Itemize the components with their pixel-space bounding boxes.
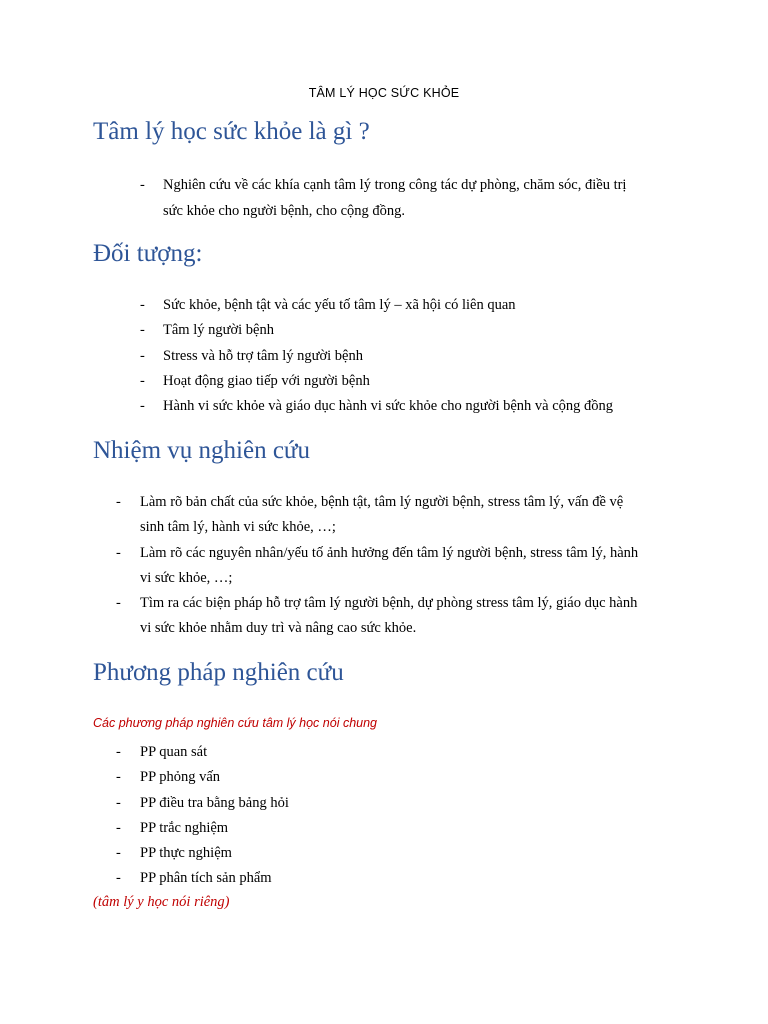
list-item-continuation (140, 616, 638, 641)
list-item-text: Làm rõ bản chất của sức khỏe, bệnh tật, tâm lý người bệnh, stress tâm lý, vấn đề vệ (140, 494, 624, 510)
bullet-dash: - (116, 494, 121, 510)
list-item (140, 394, 614, 419)
list-item (116, 541, 639, 566)
list-item-text: Hành vi sức khỏe và giáo dục hành vi sức khỏe cho người bệnh và cộng đồng (163, 398, 614, 415)
heading-tasks: Nhiệm vụ nghiên cứu (93, 437, 310, 464)
list-item-text: vi sức khỏe, …; (140, 569, 233, 586)
list-item (116, 740, 289, 765)
list-item-text: PP thực nghiệm (140, 845, 232, 862)
list-item-text: PP phân tích sản phẩm (140, 870, 272, 887)
methods-note: (tâm lý y học nói riêng) (93, 894, 230, 910)
heading-methods: Phương pháp nghiên cứu (93, 659, 344, 686)
bullet-dash: - (140, 372, 145, 389)
list-item-continuation (140, 515, 638, 540)
objects-list (140, 293, 614, 419)
list-item-text: vi sức khỏe nhằm duy trì và nâng cao sức khỏe. (140, 620, 417, 637)
list-item (140, 344, 613, 369)
list-item-text: Tìm ra các biện pháp hỗ trợ tâm lý người bệnh, dự phòng stress tâm lý, giáo dục hành (140, 595, 638, 612)
bullet-dash: - (116, 595, 121, 612)
list-item (116, 490, 638, 515)
list-item-text: Nghiên cứu về các khía cạnh tâm lý trong công tác dự phòng, chăm sóc, điều trị (163, 177, 627, 193)
document-title: TÂM LÝ HỌC SỨC KHỎE (308, 86, 460, 100)
methods-list (116, 740, 289, 892)
list-item-continuation (163, 198, 626, 224)
list-item (116, 791, 289, 816)
list-item-text: Tâm lý người bệnh (163, 322, 274, 339)
list-item-continuation (140, 566, 638, 591)
bullet-dash: - (116, 769, 121, 786)
list-item-text: Làm rõ các nguyên nhân/yếu tố ảnh hưởng đến tâm lý người bệnh, stress tâm lý, hành (140, 544, 639, 561)
bullet-dash: - (140, 297, 145, 313)
bullet-dash: - (116, 744, 121, 760)
bullet-dash: - (116, 544, 121, 561)
list-item (140, 172, 627, 198)
tasks-list (116, 490, 639, 642)
methods-subheading: Các phương pháp nghiên cứu tâm lý học nói chung (93, 716, 377, 730)
list-item (140, 369, 613, 394)
bullet-dash: - (140, 177, 145, 193)
list-item (116, 841, 289, 866)
list-item (116, 816, 289, 841)
bullet-dash: - (116, 845, 121, 862)
list-item-text: Hoạt động giao tiếp với người bệnh (163, 372, 370, 389)
list-item (116, 591, 638, 616)
heading-objects: Đối tượng: (93, 240, 203, 267)
list-item (116, 765, 289, 790)
list-item-text: sức khỏe cho người bệnh, cho cộng đồng. (163, 203, 406, 219)
bullet-dash: - (140, 347, 145, 364)
bullet-dash: - (116, 819, 121, 836)
list-item-text: Stress và hỗ trợ tâm lý người bệnh (163, 347, 363, 364)
list-item (116, 866, 289, 891)
bullet-dash: - (116, 794, 121, 811)
list-item (140, 318, 613, 343)
list-item-text: PP quan sát (140, 744, 208, 760)
bullet-dash: - (116, 870, 121, 887)
list-item-text: sinh tâm lý, hành vi sức khỏe, …; (140, 519, 336, 536)
list-item-text: PP điều tra bằng bảng hỏi (140, 794, 289, 811)
list-item-text: PP phỏng vấn (140, 769, 221, 786)
list-item-text: Sức khỏe, bệnh tật và các yếu tố tâm lý – xã hội có liên quan (163, 297, 516, 313)
definition-list (140, 172, 627, 224)
heading-definition: Tâm lý học sức khỏe là gì ? (93, 118, 370, 145)
bullet-dash: - (140, 398, 145, 415)
list-item-text: PP trắc nghiệm (140, 819, 229, 836)
bullet-dash: - (140, 322, 145, 339)
list-item (140, 293, 613, 318)
